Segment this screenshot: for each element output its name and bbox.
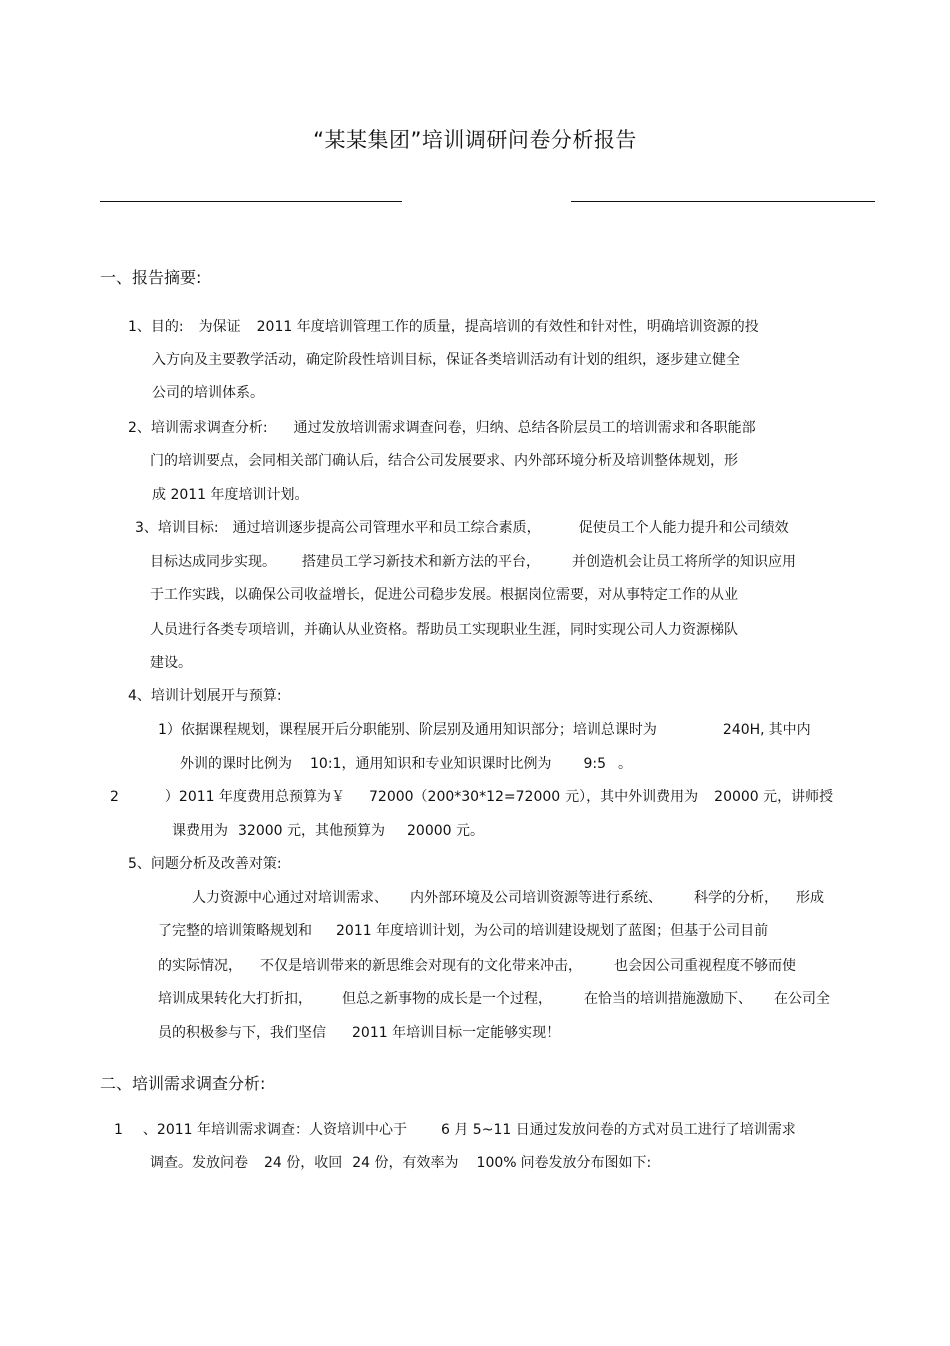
item3-line5: 建设。: [150, 655, 192, 671]
item5-line3: 的实际情况， 不仅是培训带来的新思维会对现有的文化带来冲击， 也会因公司重视程度不够而使: [158, 958, 796, 974]
item2-line3: 成 2011 年度培训计划。: [152, 487, 309, 503]
item2-label: 2、培训需求调查分析:: [128, 420, 268, 436]
item3-label: 3、培训目标:: [135, 520, 219, 536]
item2-line1: 2、培训需求调查分析: 通过发放培训需求调查问卷，归纳、总结各阶层员工的培训需求和各职能部: [128, 420, 756, 436]
item1-line3: 公司的培训体系。: [152, 385, 264, 401]
item3-line1: 3、培训目标: 通过培训逐步提高公司管理水平和员工综合素质， 促使员工个人能力提升和公司绩效: [135, 520, 789, 536]
signature-rule-right: [571, 201, 875, 202]
item4-sub1-line1: 1）依据课程规划，课程展开后分职能别、阶层别及通用知识部分；培训总课时为 240H, 其中内: [158, 722, 811, 738]
item4-heading: 4、培训计划展开与预算:: [128, 688, 282, 704]
item3-line4: 人员进行各类专项培训，并确认从业资格。帮助员工实现职业生涯，同时实现公司人力资源梯队: [150, 622, 738, 638]
section1-heading: 一、报告摘要:: [100, 268, 202, 287]
item3-line3: 于工作实践，以确保公司收益增长，促进公司稳步发展。根据岗位需要，对从事特定工作的从业: [150, 587, 738, 603]
item4-sub1-line2: 外训的课时比例为 10:1，通用知识和专业知识课时比例为 9:5 。: [180, 756, 632, 772]
section2-item1-line2: 调查。发放问卷 24 份，收回 24 份，有效率为 100% 问卷发放分布图如下:: [150, 1155, 652, 1171]
item3-line2: 目标达成同步实现。 搭建员工学习新技术和新方法的平台， 并创造机会让员工将所学的知识应用: [150, 554, 796, 570]
item1-label: 1、目的:: [128, 319, 184, 335]
item4-sub2-line2: 课费用为 32000 元，其他预算为 20000 元。: [172, 823, 484, 839]
document-title: “某某集团”培训调研问卷分析报告: [313, 128, 637, 152]
item2-line2: 门的培训要点，会同相关部门确认后，结合公司发展要求、内外部环境分析及培训整体规划，形: [150, 453, 738, 469]
item4-sub2-line1: 2 ）2011 年度费用总预算为￥ 72000（200*30*12=72000 元），其中外训费用为 20000 元，讲师授: [110, 789, 834, 805]
item5-heading: 5、问题分析及改善对策:: [128, 856, 282, 872]
item5-line1: 人力资源中心通过对培训需求、 内外部环境及公司培训资源等进行系统、 科学的分析， 形成: [192, 890, 824, 906]
item1-line2: 入方向及主要教学活动，确定阶段性培训目标，保证各类培训活动有计划的组织，逐步建立健全: [152, 352, 740, 368]
item1-line1: 1、目的: 为保证 2011 年度培训管理工作的质量，提高培训的有效性和针对性，明确培训资源的投: [128, 319, 759, 335]
item5-line5: 员的积极参与下，我们坚信 2011 年培训目标一定能够实现！: [158, 1025, 561, 1041]
section2-heading: 二、培训需求调查分析:: [100, 1074, 266, 1093]
signature-rule-left: [100, 201, 402, 202]
section2-item1-line1: 1 、2011 年培训需求调查：人资培训中心于 6 月 5~11 日通过发放问卷的方式对员工进行了培训需求: [114, 1122, 796, 1138]
item5-line2: 了完整的培训策略规划和 2011 年度培训计划，为公司的培训建设规划了蓝图；但基于公司目前: [158, 923, 769, 939]
item5-line4: 培训成果转化大打折扣， 但总之新事物的成长是一个过程， 在恰当的培训措施激励下、 在公司全: [158, 991, 830, 1007]
